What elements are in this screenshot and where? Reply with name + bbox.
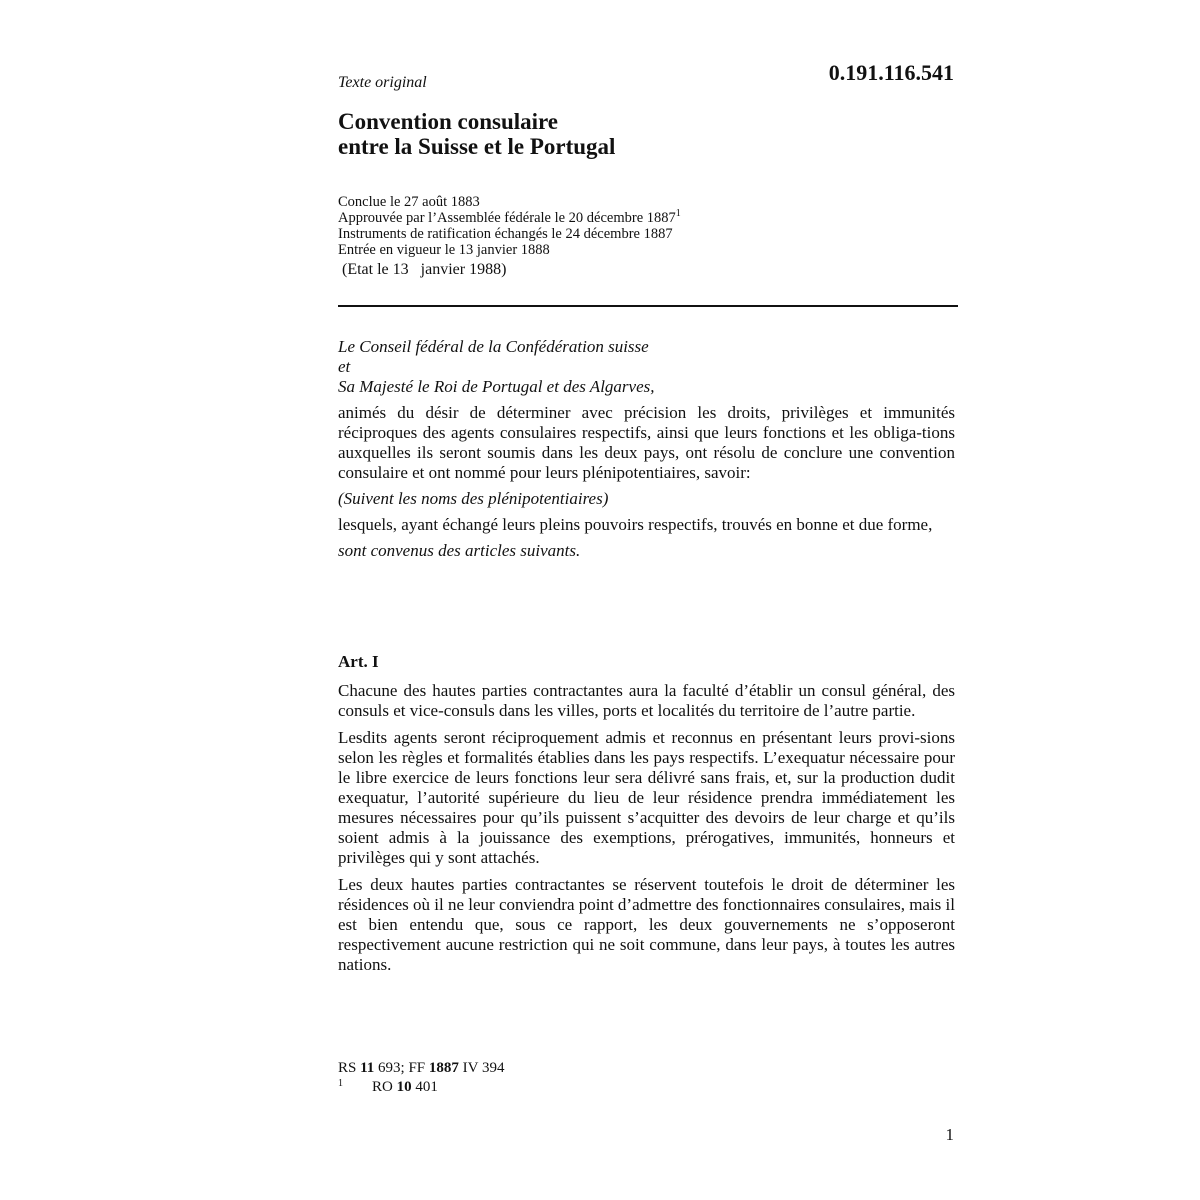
party-switzerland: Le Conseil fédéral de la Confédération suisse bbox=[338, 337, 649, 356]
footnote-1: 1 RO 10 401 bbox=[338, 1078, 438, 1095]
preamble-paragraph: lesquels, ayant échangé leurs pleins pouvoirs respectifs, trouvés en bonne et due forme, bbox=[338, 515, 933, 534]
state-date: (Etat le 13 janvier 1988) bbox=[342, 261, 507, 278]
article-paragraph: Les deux hautes parties contractantes se réservent toutefois le droit de déterminer les résidences où il ne leur conviendra point d’admettre des fonctionnaires consulaires, mais il est bien entendu que, sous ce rapport, les deux gouvernements ne s’opposeront respectivement aucune restriction qui ne soit commune, dans leur pays, à toutes les autres nations. bbox=[338, 875, 955, 974]
article-paragraph: Chacune des hautes parties contractantes aura la faculté d’établir un consul général, des consuls et vice-consuls dans les villes, ports et localités du territoire de l’autre partie. bbox=[338, 681, 955, 720]
party-conjunction: et bbox=[338, 357, 351, 376]
preamble-closing: sont convenus des articles suivants. bbox=[338, 541, 581, 560]
document-metadata bbox=[338, 194, 681, 280]
article-heading: Art. I bbox=[338, 652, 379, 671]
footnote-ref-1: 1 bbox=[675, 208, 681, 219]
entry-into-force: Entrée en vigueur le 13 janvier 1888 bbox=[338, 242, 550, 258]
title-line-1: Convention consulaire bbox=[338, 109, 559, 134]
approval-line bbox=[338, 210, 681, 226]
source-reference: RS 11 693; FF 1887 IV 394 bbox=[338, 1060, 505, 1076]
article-paragraph: Lesdits agents seront réciproquement admis et reconnus en présentant leurs provi-sions selon les règles et formalités établies dans les pays respectifs. L’exequatur nécessaire pour le libre exercice de leurs fonctions leur sera délivré sans frais, et, sur la production dudit exequatur, l’autorité supérieure du lieu de leur résidence prendra immédiatement les mesures nécessaires pour qu’ils puissent s’acquitter des devoirs de leur charge et qu’ils soient admis à la jouissance des exemptions, prérogatives, immunités, honneurs et privilèges qui y sont attachés. bbox=[338, 728, 955, 867]
title-line-2: entre la Suisse et le Portugal bbox=[338, 134, 616, 159]
preamble bbox=[338, 337, 955, 567]
original-text-label: Texte original bbox=[338, 74, 427, 91]
approval-date: Approuvée par l’Assemblée fédérale le 20 décembre 1887 bbox=[338, 210, 676, 226]
article-body bbox=[338, 681, 955, 982]
footnotes bbox=[338, 1059, 504, 1097]
document-title bbox=[338, 109, 615, 159]
party-portugal: Sa Majesté le Roi de Portugal et des Algarves, bbox=[338, 377, 655, 396]
document-number: 0.191.116.541 bbox=[828, 60, 954, 85]
ratification-date: Instruments de ratification échangés le 24 décembre 1887 bbox=[338, 226, 673, 242]
page-number: 1 bbox=[945, 1125, 954, 1144]
plenipotentiaries-note: (Suivent les noms des plénipotentiaires) bbox=[338, 489, 609, 508]
concluded-date: Conclue le 27 août 1883 bbox=[338, 194, 480, 210]
header-divider bbox=[338, 305, 958, 307]
preamble-paragraph: animés du désir de déterminer avec précision les droits, privilèges et immunités réciproques des agents consulaires respectifs, ainsi que leurs fonctions et les obliga-tions auxquelles ils seront soumis dans les deux pays, ont résolu de conclure une convention consulaire et ont nommé pour leurs plénipotentiaires, savoir: bbox=[338, 403, 955, 482]
